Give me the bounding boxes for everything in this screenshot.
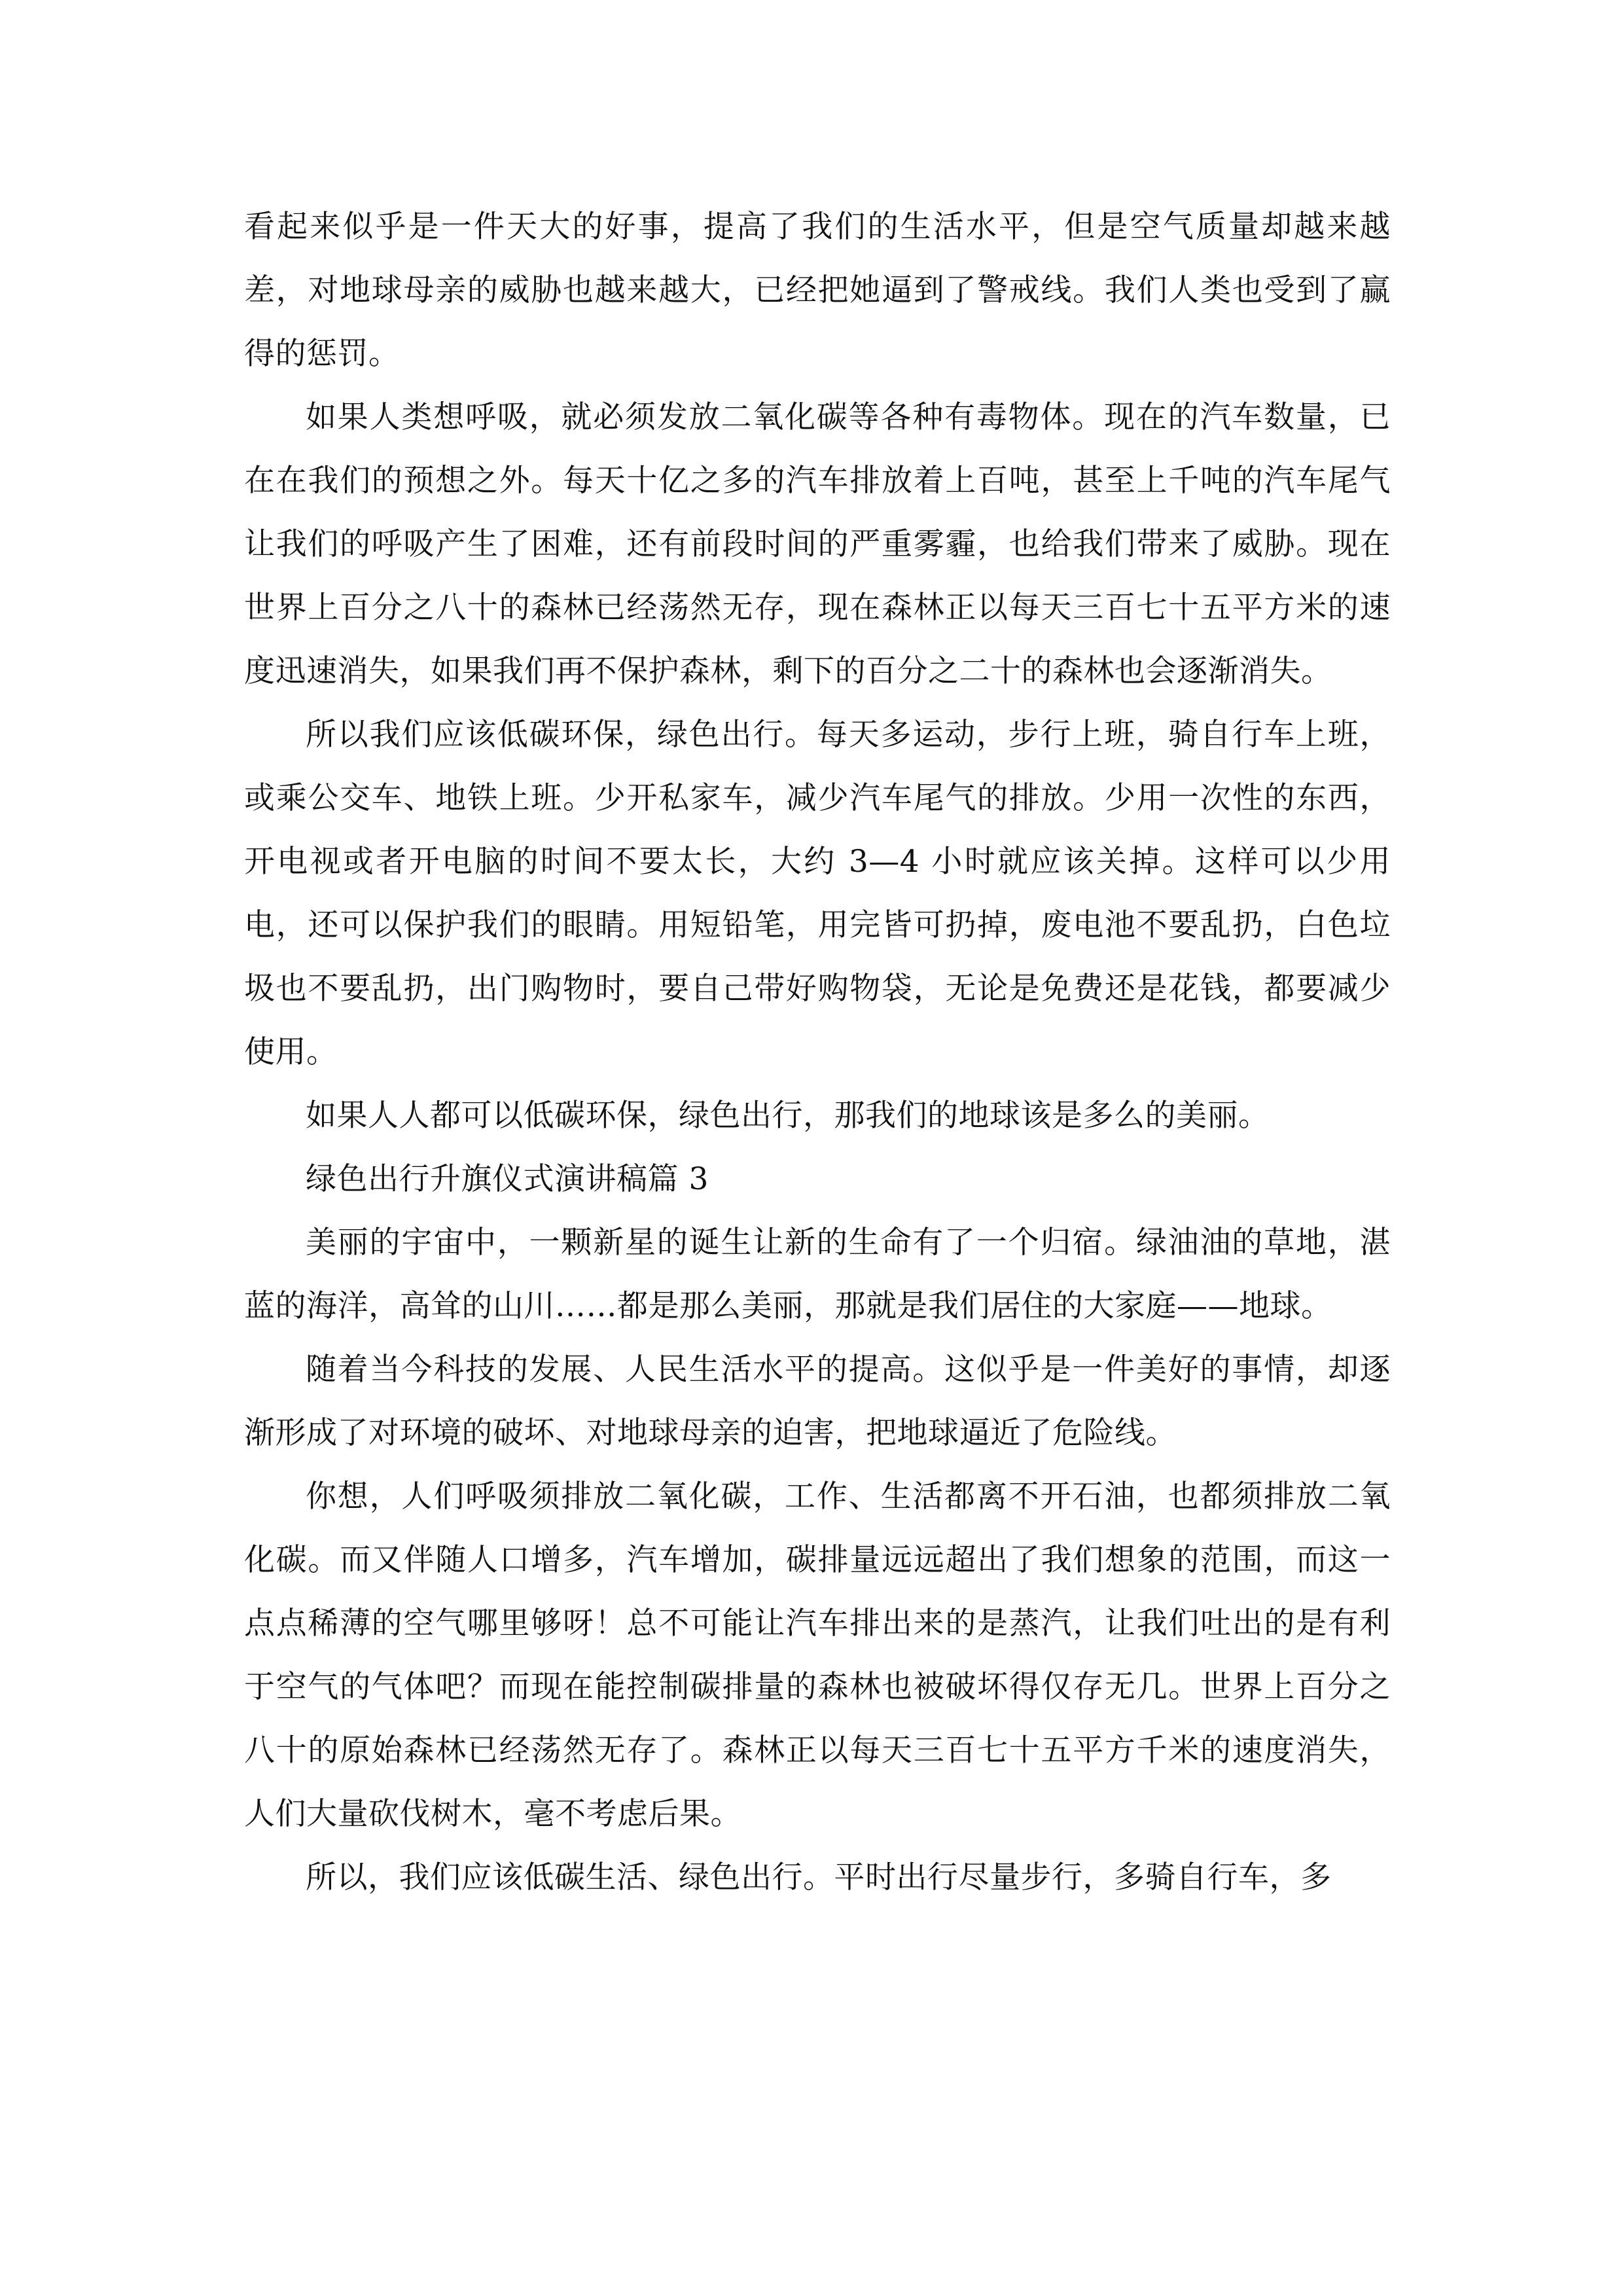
paragraph: 所以我们应该低碳环保，绿色出行。每天多运动，步行上班，骑自行车上班，或乘公交车、地铁上班。少开私家车，减少汽车尾气的排放。少用一次性的东西，开电视或者开电脑的时间不要太长，大约 3—4 小时就应该关掉。这样可以少用电，还可以保护我们的眼睛。用短铅笔，用完皆可扔掉，废电池不要乱扔，白色垃圾也不要乱扔，出门购物时，要自己带好购物袋，无论是免费还是花钱，都要减少使用。	[244, 717, 1391, 1070]
paragraph: 美丽的宇宙中，一颗新星的诞生让新的生命有了一个归宿。绿油油的草地，湛蓝的海洋，高耸的山川……都是那么美丽，那就是我们居住的大家庭——地球。	[244, 1225, 1391, 1324]
paragraph: 看起来似乎是一件天大的好事，提高了我们的生活水平，但是空气质量却越来越差，对地球母亲的威胁也越来越大，已经把她逼到了警戒线。我们人类也受到了赢得的惩罚。	[244, 209, 1391, 372]
body-text	[244, 195, 1391, 1909]
paragraph: 你想，人们呼吸须排放二氧化碳，工作、生活都离不开石油，也都须排放二氧化碳。而又伴随人口增多，汽车增加，碳排量远远超出了我们想象的范围，而这一点点稀薄的空气哪里够呀！总不可能让汽车排出来的是蒸汽，让我们吐出的是有利于空气的气体吧？而现在能控制碳排量的森林也被破坏得仅存无几。世界上百分之八十的原始森林已经荡然无存了。森林正以每天三百七十五平方千米的速度消失，人们大量砍伐树木，毫不考虑后果。	[244, 1479, 1391, 1832]
paragraph: 如果人类想呼吸，就必须发放二氧化碳等各种有毒物体。现在的汽车数量，已在在我们的预想之外。每天十亿之多的汽车排放着上百吨，甚至上千吨的汽车尾气让我们的呼吸产生了困难，还有前段时间的严重雾霾，也给我们带来了威胁。现在世界上百分之八十的森林已经荡然无存，现在森林正以每天三百七十五平方米的速度迅速消失，如果我们再不保护森林，剩下的百分之二十的森林也会逐渐消失。	[244, 399, 1391, 689]
paragraph: 所以，我们应该低碳生活、绿色出行。平时出行尽量步行，多骑自行车，多	[306, 1859, 1332, 1895]
paragraph: 随着当今科技的发展、人民生活水平的提高。这似乎是一件美好的事情，却逐渐形成了对环境的破坏、对地球母亲的迫害，把地球逼近了危险线。	[244, 1352, 1391, 1451]
paragraph: 如果人人都可以低碳环保，绿色出行，那我们的地球该是多么的美丽。	[306, 1098, 1270, 1134]
section-heading: 绿色出行升旗仪式演讲稿篇 3	[306, 1161, 709, 1197]
